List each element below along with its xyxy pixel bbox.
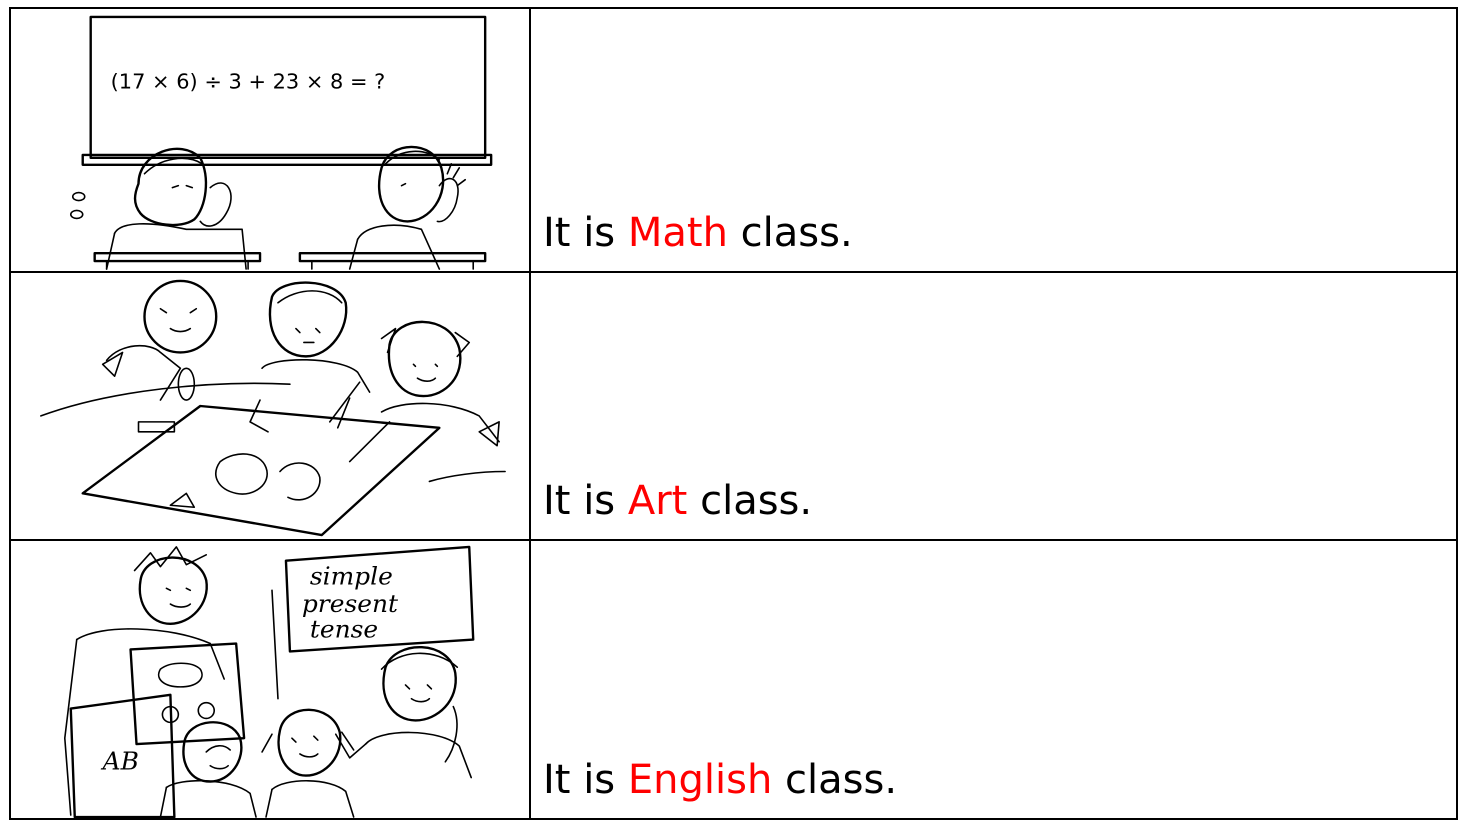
picture-cell xyxy=(10,272,530,540)
sentence-prefix: It is xyxy=(543,478,628,524)
sentence-prefix: It is xyxy=(543,757,628,803)
board-line: tense xyxy=(309,614,379,644)
sentence-suffix: class. xyxy=(727,210,853,256)
picture-cell xyxy=(10,540,530,819)
sentence-cell xyxy=(530,540,1457,819)
book-letters: AB xyxy=(102,746,139,776)
board-equation: (17 × 6) ÷ 3 + 23 × 8 = ? xyxy=(110,69,386,94)
subject-word: Art xyxy=(627,478,688,524)
board-line: simple xyxy=(309,561,393,591)
worksheet-table xyxy=(9,7,1458,820)
art-class-illustration xyxy=(11,273,529,539)
sentence xyxy=(531,210,1456,271)
picture-cell xyxy=(10,8,530,272)
table-row xyxy=(10,8,1457,272)
sentence xyxy=(531,757,1456,818)
table-row xyxy=(10,540,1457,819)
sentence-suffix: class. xyxy=(687,478,813,524)
sentence-cell xyxy=(530,272,1457,540)
board-line: present xyxy=(301,589,399,618)
sentence xyxy=(531,478,1456,539)
sentence-suffix: class. xyxy=(772,757,898,803)
table-row xyxy=(10,272,1457,540)
sentence-cell xyxy=(530,8,1457,272)
math-class-illustration xyxy=(11,9,529,271)
subject-word: Math xyxy=(627,210,728,256)
sentence-prefix: It is xyxy=(543,210,628,256)
subject-word: English xyxy=(627,757,773,803)
english-class-illustration xyxy=(11,541,529,818)
